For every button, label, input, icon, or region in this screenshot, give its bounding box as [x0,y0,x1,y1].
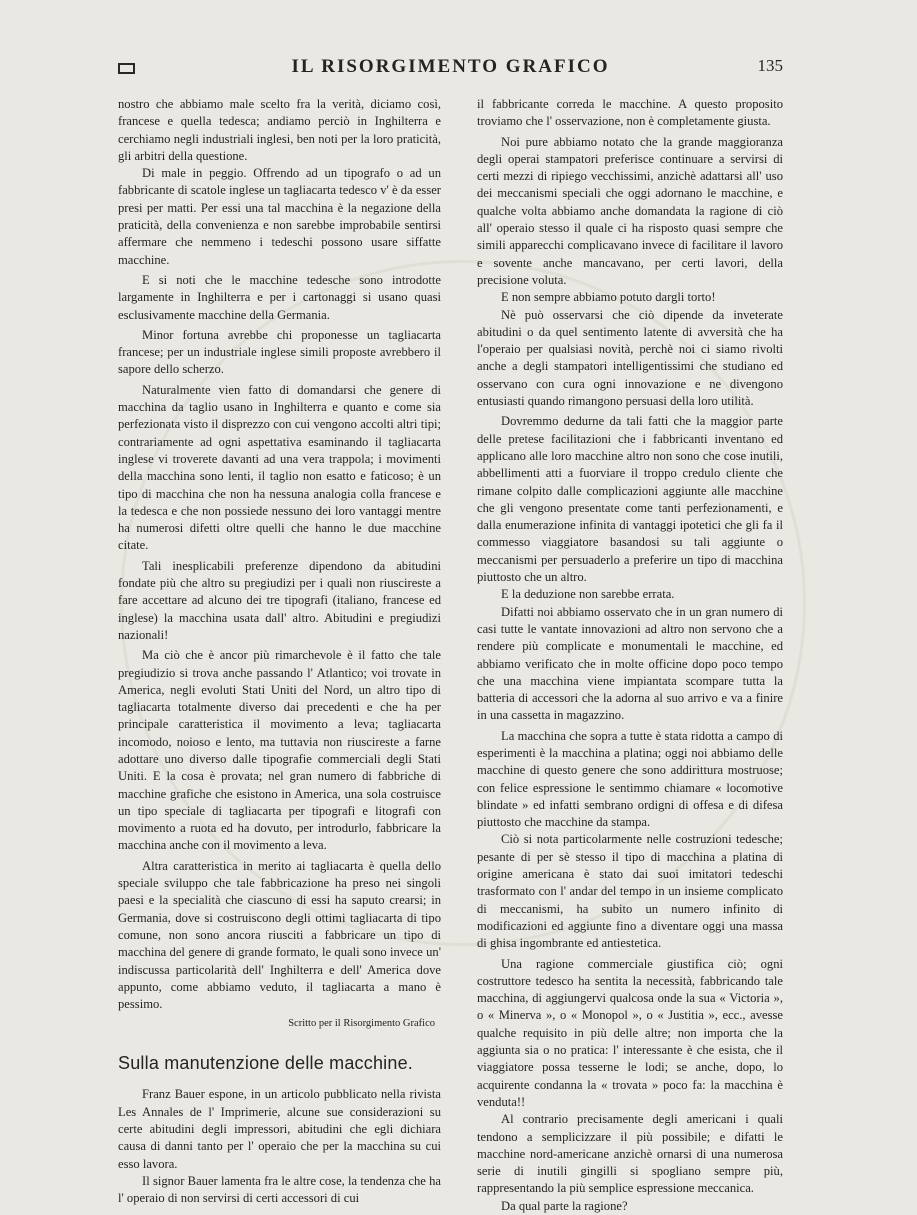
paragraph: Tali inesplicabili preferenze dipendono da abitudini fondate più che altro su pregiudizi per i quali non riuscireste a fare accettare ad alcuno dei tre tipografi (italiano, francese ed inglese) la macchina usata dall' altro. Abitudini e pregiudizi nazionali! [118,558,441,642]
paragraph: E si noti che le macchine tedesche sono introdotte largamente in Inghilterra e per i cartonaggi si usano quasi esclusivamente macchine della Germania. [118,272,441,322]
paragraph: Ma ciò che è ancor più rimarchevole è il fatto che tale pregiudizio si trova anche passando l' Atlantico; voi trovate in America, negli evoluti Stati Uniti del Nord, un altro tipo di tagliacarta totalmente diverso dai precedenti e che ha per principale caratteristica il movimento a leva; tagliacarta incomodo, noioso e lento, ma tuttavia non riuscireste a farne adottare uno diverso dalle tipografie commerciali degli Stati Uniti. E la cosa è provata; nel gran numero di fabbriche di macchine grafiche che esistono in America, una sola costruisce un tipo speciale di tagliacarta per tipografi e litografi con movimento a ruota ed ha dovuto, per introdurlo, fabbricare la macchina anche con il movimento a leva. [118,648,441,853]
left-column [118,96,441,1208]
paragraph: Minor fortuna avrebbe chi proponesse un tagliacarta francese; per un industriale inglese simili proposte avrebbero il sapore dello scherzo. [118,327,441,377]
paragraph: Il signor Bauer lamenta fra le altre cose, la tendenza che ha l' operaio di non servirsi di certi accessori di cui [118,1173,441,1206]
paragraph: Al contrario precisamente degli americani i quali tendono a semplicizzare il più possibile; e difatti le macchine nord-americane anzichè ornarsi di una numerosa serie di inutili gingilli si spogliano sempre più, rappresentando la più semplice espressione meccanica. [477,1112,783,1196]
section-title: Sulla manutenzione delle macchine. [118,1053,413,1074]
page-header [118,56,783,86]
paragraph: nostro che abbiamo male scelto fra la verità, diciamo così, francese e quella tedesca; andiamo perciò in Inghilterra e cerchiamo negli industriali inglesi, ben noti per la loro praticità, gli arbitri della questione. [118,97,441,163]
paragraph: Ciò si nota particolarmente nelle costruzioni tedesche; pesante di per sè stesso il tipo di macchina a platina di origine americana è stato dai suoi imitatori tedeschi trasformato con l' andar del tempo in un insieme complicato di meccanismi, ha subito un numero infinito di modificazioni ed aggiunte fino a diventare oggi una massa di ghisa ingombrante ed antiestetica. [477,832,783,951]
paragraph: Difatti noi abbiamo osservato che in un gran numero di casi tutte le vantate innovazioni ad altro non servono che a rendere più complicate e monumentali le macchine, ed abbiamo verificato che in molte officine dopo poco tempo che una macchina viene impiantata scompare tutta la batteria di accessori che la adorna al suo arrivo e va a finire in una cassetta in magazzino. [477,604,783,723]
running-title: IL RISORGIMENTO GRAFICO [291,56,610,77]
page-number: 135 [757,56,783,75]
paragraph: Franz Bauer espone, in un articolo pubblicato nella rivista Les Annales de l' Imprimerie, alcune sue considerazioni su certe abitudini degli impressori, abitudini che egli dichiara causa di danni tanto per l' operaio che per la macchina su cui esso lavora. [118,1087,441,1171]
paragraph: Di male in peggio. Offrendo ad un tipografo o ad un fabbricante di scatole inglese un tagliacarta tedesco v' è da esser presi per matti. Per essi una tal macchina è la negazione della praticità, della convenienza e non sarebbe improbabile sentirsi affermare che nemmeno i tedeschi possono usare siffatte macchine. [118,166,441,267]
article-signature: Scritto per il Risorgimento Grafico [288,1018,435,1030]
paragraph: Dovremmo dedurne da tali fatti che la maggior parte delle pretese facilitazioni che i fabbricanti inventano ed applicano alle loro macchine altro non sono che cose inutili, abbellimenti atti a fuorviare il troppo credulo cliente che rimane colpito dalle complicazioni aggiunte alle macchine che gli vengono presentate come tanti perfezionamenti, e dalla enumerazione infinita di vantaggi ipotetici che gli fa il commesso viaggiatore basandosi su tali aggiunte o meccanismi per persuaderlo a preferire un tipo di macchina piuttosto che un altro. [477,414,783,585]
paragraph: E non sempre abbiamo potuto dargli torto! [501,290,716,305]
paragraph: Da qual parte la ragione? [501,1198,628,1213]
paragraph: Nè può osservarsi che ciò dipende da inveterate abitudini o da quel sentimento latente di avversità che ha l'operaio per qualsiasi novità, perchè noi ci siamo rivolti anche a degli stampatori intelligentissimi che studiano ed osservano con cura ogni innovazione e ne divengono entusiasti quando rimangono persuasi della loro utilità. [477,307,783,409]
paragraph: Noi pure abbiamo notato che la grande maggioranza degli operai stampatori preferisce continuare a servirsi di certi mezzi di ripiego vecchissimi, anzichè adattarsi all' uso dei meccanismi speciali che oggi adornano le macchine, e qualche volta abbiamo anche domandata la ragione di ciò all' operaio stesso il quale ci ha risposto quasi sempre che simili apparecchi complicavano invece di facilitare il lavoro e sovente anche mancavano, per certi lavori, della precisione voluta. [477,134,783,287]
paragraph: Una ragione commerciale giustifica ciò; ogni costruttore tedesco ha sentita la necessità, fabbricando tale macchina, di aggiungervi qualcosa onde la sua « Victoria », o « Minerva », o « Monopol », o « Justitia », ecc., avesse qualche requisito in più delle altre; non importa che la aggiunta sia o no pratica: l' interessante è che esista, che il viaggiatore possa tesserne le lodi; se anche, dopo, lo acquirente condanna la « trovata » poco fa: la macchina è venduta!! [477,956,783,1109]
paragraph: il fabbricante correda le macchine. A questo proposito troviamo che l' osservazione, non è completamente giusta. [477,97,783,129]
paragraph: E la deduzione non sarebbe errata. [501,587,675,602]
paragraph: Altra caratteristica in merito ai tagliacarta è quella dello speciale sviluppo che tale fabbricazione ha preso nei singoli paesi e la specialità che ciascuno di essi ha saputo crearsi; in Germania, dove si costruiscono degli ottimi tagliacarta di tipo comune, non sono ancora riusciti a fabbricare un tipo di macchina del genere di grande formato, le quali sono invece un' indiscussa particolarità dell' Inghilterra e dell' America dove appunto, come abbiamo veduto, il tagliacarta a mano è pessimo. [118,858,441,1012]
paragraph: La macchina che sopra a tutte è stata ridotta a campo di esperimenti è la macchina a platina; oggi noi abbiamo delle macchine di questo genere che sono addirittura mostruose; con felice espressione le sentimmo chiamare « locomotive blindate » ed infatti sembrano ordigni di offesa e di difesa piuttosto che macchine da stampa. [477,728,783,830]
right-column [477,96,783,1215]
paragraph: Naturalmente vien fatto di domandarsi che genere di macchina da taglio usano in Inghilterra e quanto e come sia perfezionata visto il disprezzo con cui vengono accolti altri tipi; contrariamente ad ogni aspettativa esaminando il tagliacarta inglese vi troverete davanti ad una vera trappola; i movimenti della macchina sono lenti, il taglio non esatto e faticoso; è un tipo di macchina che non ha nessuna analogia colla francese e la tedesca e che non possiede nessuno dei loro vantaggi mentre ha numerosi difetti oltre quelli che hanno le due macchine citate. [118,382,441,553]
